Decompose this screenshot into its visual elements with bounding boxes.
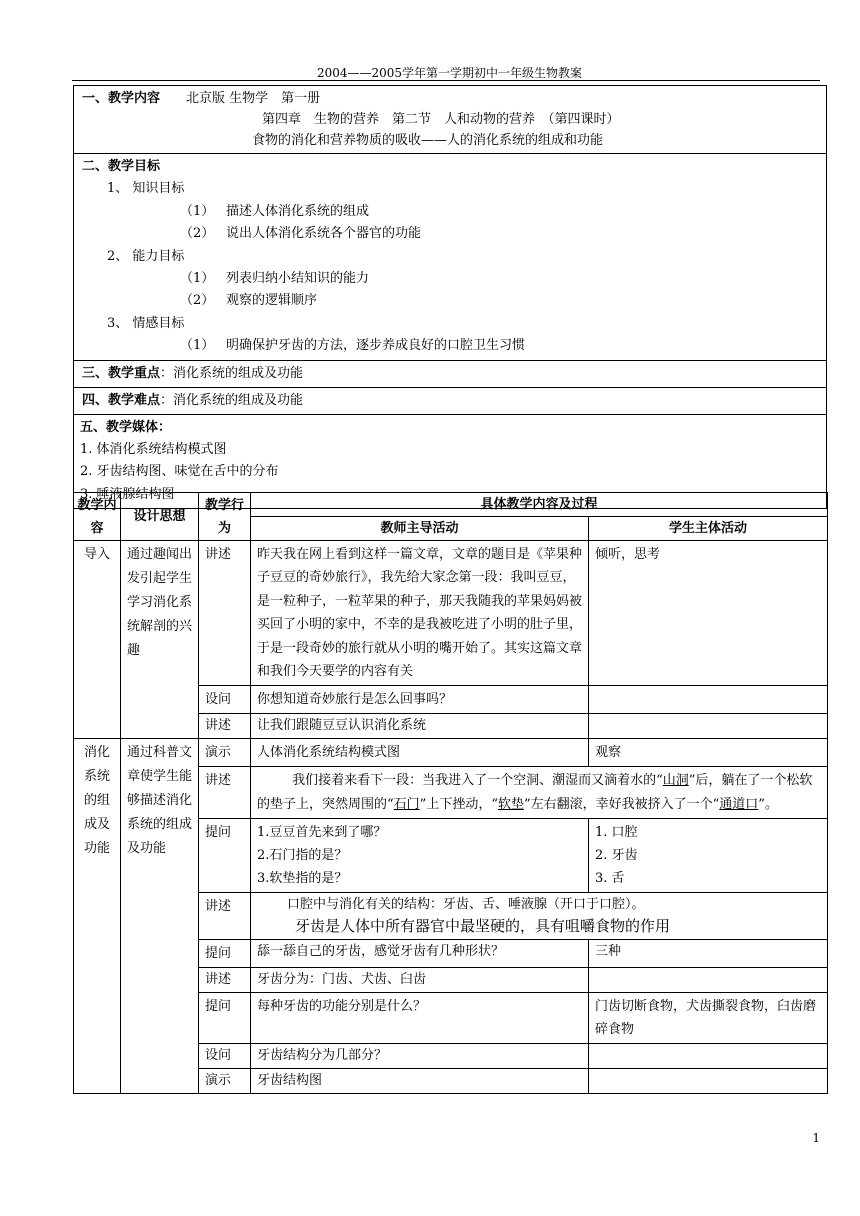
media-item: 2. 牙齿结构图、味觉在舌中的分布 [80, 464, 279, 480]
section-4-label: 四、教学难点 [82, 392, 161, 408]
student-answers: 1. 口腔 2. 牙齿 3. 舌 [589, 819, 828, 893]
underlined-term: 石门 [393, 796, 420, 812]
behavior-cell: 设问 [199, 686, 251, 714]
page-header: 2004——2005学年第一学期初中一年级生物教案 [316, 66, 583, 80]
student-activity [589, 714, 828, 739]
key-point-text: ：消化系统的组成及功能 [160, 365, 304, 381]
page-number: 1 [812, 1131, 820, 1145]
chapter-line: 第四章 生物的营养 第二节 人和动物的营养 （第四课时） [262, 112, 620, 127]
teacher-activity: 每种牙齿的功能分别是什么？ [251, 993, 589, 1044]
section-1-label: 一、教学内容 [82, 91, 161, 106]
student-activity: 倾听，思考 [589, 541, 828, 686]
goal-item: （2） 观察的逻辑顺序 [180, 293, 318, 309]
student-activity: 门齿切断食物，犬齿撕裂食物，臼齿磨碎食物 [589, 993, 828, 1044]
section-3-label: 三、教学重点 [82, 365, 161, 381]
difficulty-section [74, 388, 826, 415]
student-activity [589, 1044, 828, 1069]
header-teacher: 教师主导活动 [251, 517, 589, 541]
behavior-cell: 讲述 [199, 767, 251, 819]
header-student: 学生主体活动 [589, 517, 828, 541]
goal-title: 1、 知识目标 [107, 181, 185, 197]
header-rule [72, 80, 820, 81]
part2-design-cell: 通过科普文章使学生能够描述消化系统的组成及功能 [121, 739, 199, 1094]
media-item: 3. 唾液腺结构图 [80, 486, 175, 502]
behavior-cell: 演示 [199, 739, 251, 767]
underlined-term: 软垫 [497, 796, 524, 812]
teacher-activity: 牙齿结构图 [251, 1069, 589, 1094]
goal-item: （1） 明确保护牙齿的方法，逐步养成良好的口腔卫生习惯 [180, 338, 526, 354]
teacher-activity: 昨天我在网上看到这样一篇文章，文章的题目是《苹果种子豆豆的奇妙旅行》，我先给大家念第一段：我叫豆豆，是一粒种子，一粒苹果的种子，那天我随我的苹果妈妈被买回了小明的家中，不幸的是我被吃进了小明的肚子里，于是一段奇妙的旅行就从小明的嘴开始了。其实这篇文章和我们今天要学的内容有关 [251, 541, 589, 686]
key-point-section [74, 361, 826, 388]
goal-item: （2） 说出人体消化系统各个器官的功能 [180, 226, 422, 242]
media-item: 1. 体消化系统结构模式图 [80, 442, 227, 458]
intro-content-cell: 导入 [74, 541, 121, 739]
student-activity: 观察 [589, 739, 828, 767]
lesson-process-table [73, 492, 828, 1094]
behavior-cell: 讲述 [199, 714, 251, 739]
section-5-label: 五、教学媒体： [80, 419, 172, 435]
teacher-activity-story: 我们接着来看下一段：当我进入了一个空洞、潮湿而又滴着水的“山洞”后，躺在了一个松软的垫子上，突然周围的“石门”上下挫动，“软垫”左右翻滚，幸好我被挤入了一个“通道口”。 [251, 767, 828, 819]
student-activity [589, 968, 828, 993]
header-content: 教学内容 [74, 493, 121, 541]
goal-item: （1） 列表归纳小结知识的能力 [180, 271, 370, 287]
teaching-content-section [74, 86, 826, 154]
lesson-title-line: 食物的消化和营养物质的吸收——人的消化系统的组成和功能 [252, 133, 604, 148]
textbook-line: 北京版 生物学 第一册 [186, 91, 321, 106]
teacher-activity: 牙齿结构分为几部分？ [251, 1044, 589, 1069]
teacher-activity: 你想知道奇妙旅行是怎么回事吗？ [251, 686, 589, 714]
lesson-outline [73, 85, 827, 509]
teacher-activity: 舔一舔自己的牙齿，感觉牙齿有几种形状？ [251, 940, 589, 968]
teacher-questions: 1.豆豆首先来到了哪？ 2.石门指的是？ 3.软垫指的是？ [251, 819, 589, 893]
behavior-cell: 提问 [199, 993, 251, 1044]
behavior-cell: 讲述 [199, 968, 251, 993]
header-process: 具体教学内容及过程 [251, 493, 828, 517]
goal-title: 2、 能力目标 [107, 248, 185, 264]
header-design: 设计思想 [121, 493, 199, 541]
section-2-label: 二、教学目标 [82, 159, 161, 174]
behavior-cell: 讲述 [199, 541, 251, 686]
header-behavior: 教学行为 [199, 493, 251, 541]
behavior-cell: 演示 [199, 1069, 251, 1094]
behavior-cell: 讲述 [199, 893, 251, 940]
behavior-cell: 设问 [199, 1044, 251, 1069]
teacher-activity: 牙齿分为：门齿、犬齿、臼齿 [251, 968, 589, 993]
goal-title: 3、 情感目标 [107, 315, 185, 331]
underlined-term: 山洞 [662, 773, 689, 789]
behavior-cell: 提问 [199, 940, 251, 968]
teaching-goals-section [74, 154, 826, 361]
teacher-activity: 人体消化系统结构模式图 [251, 739, 589, 767]
intro-design-cell: 通过趣闻出发引起学生学习消化系统解剖的兴趣 [121, 541, 199, 739]
behavior-cell: 提问 [199, 819, 251, 893]
teacher-activity: 让我们跟随豆豆认识消化系统 [251, 714, 589, 739]
part2-content-cell: 消化系统的组成及功能 [74, 739, 121, 1094]
teacher-explanation: 口腔中与消化有关的结构：牙齿、舌、唾液腺（开口于口腔）。 牙齿是人体中所有器官中最坚硬的，具有咀嚼食物的作用 [251, 893, 828, 940]
difficulty-text: ：消化系统的组成及功能 [160, 392, 304, 408]
underlined-term: 通道口 [719, 796, 759, 812]
student-activity [589, 1069, 828, 1094]
student-activity: 三种 [589, 940, 828, 968]
goal-item: （1） 描述人体消化系统的组成 [180, 203, 370, 219]
student-activity [589, 686, 828, 714]
